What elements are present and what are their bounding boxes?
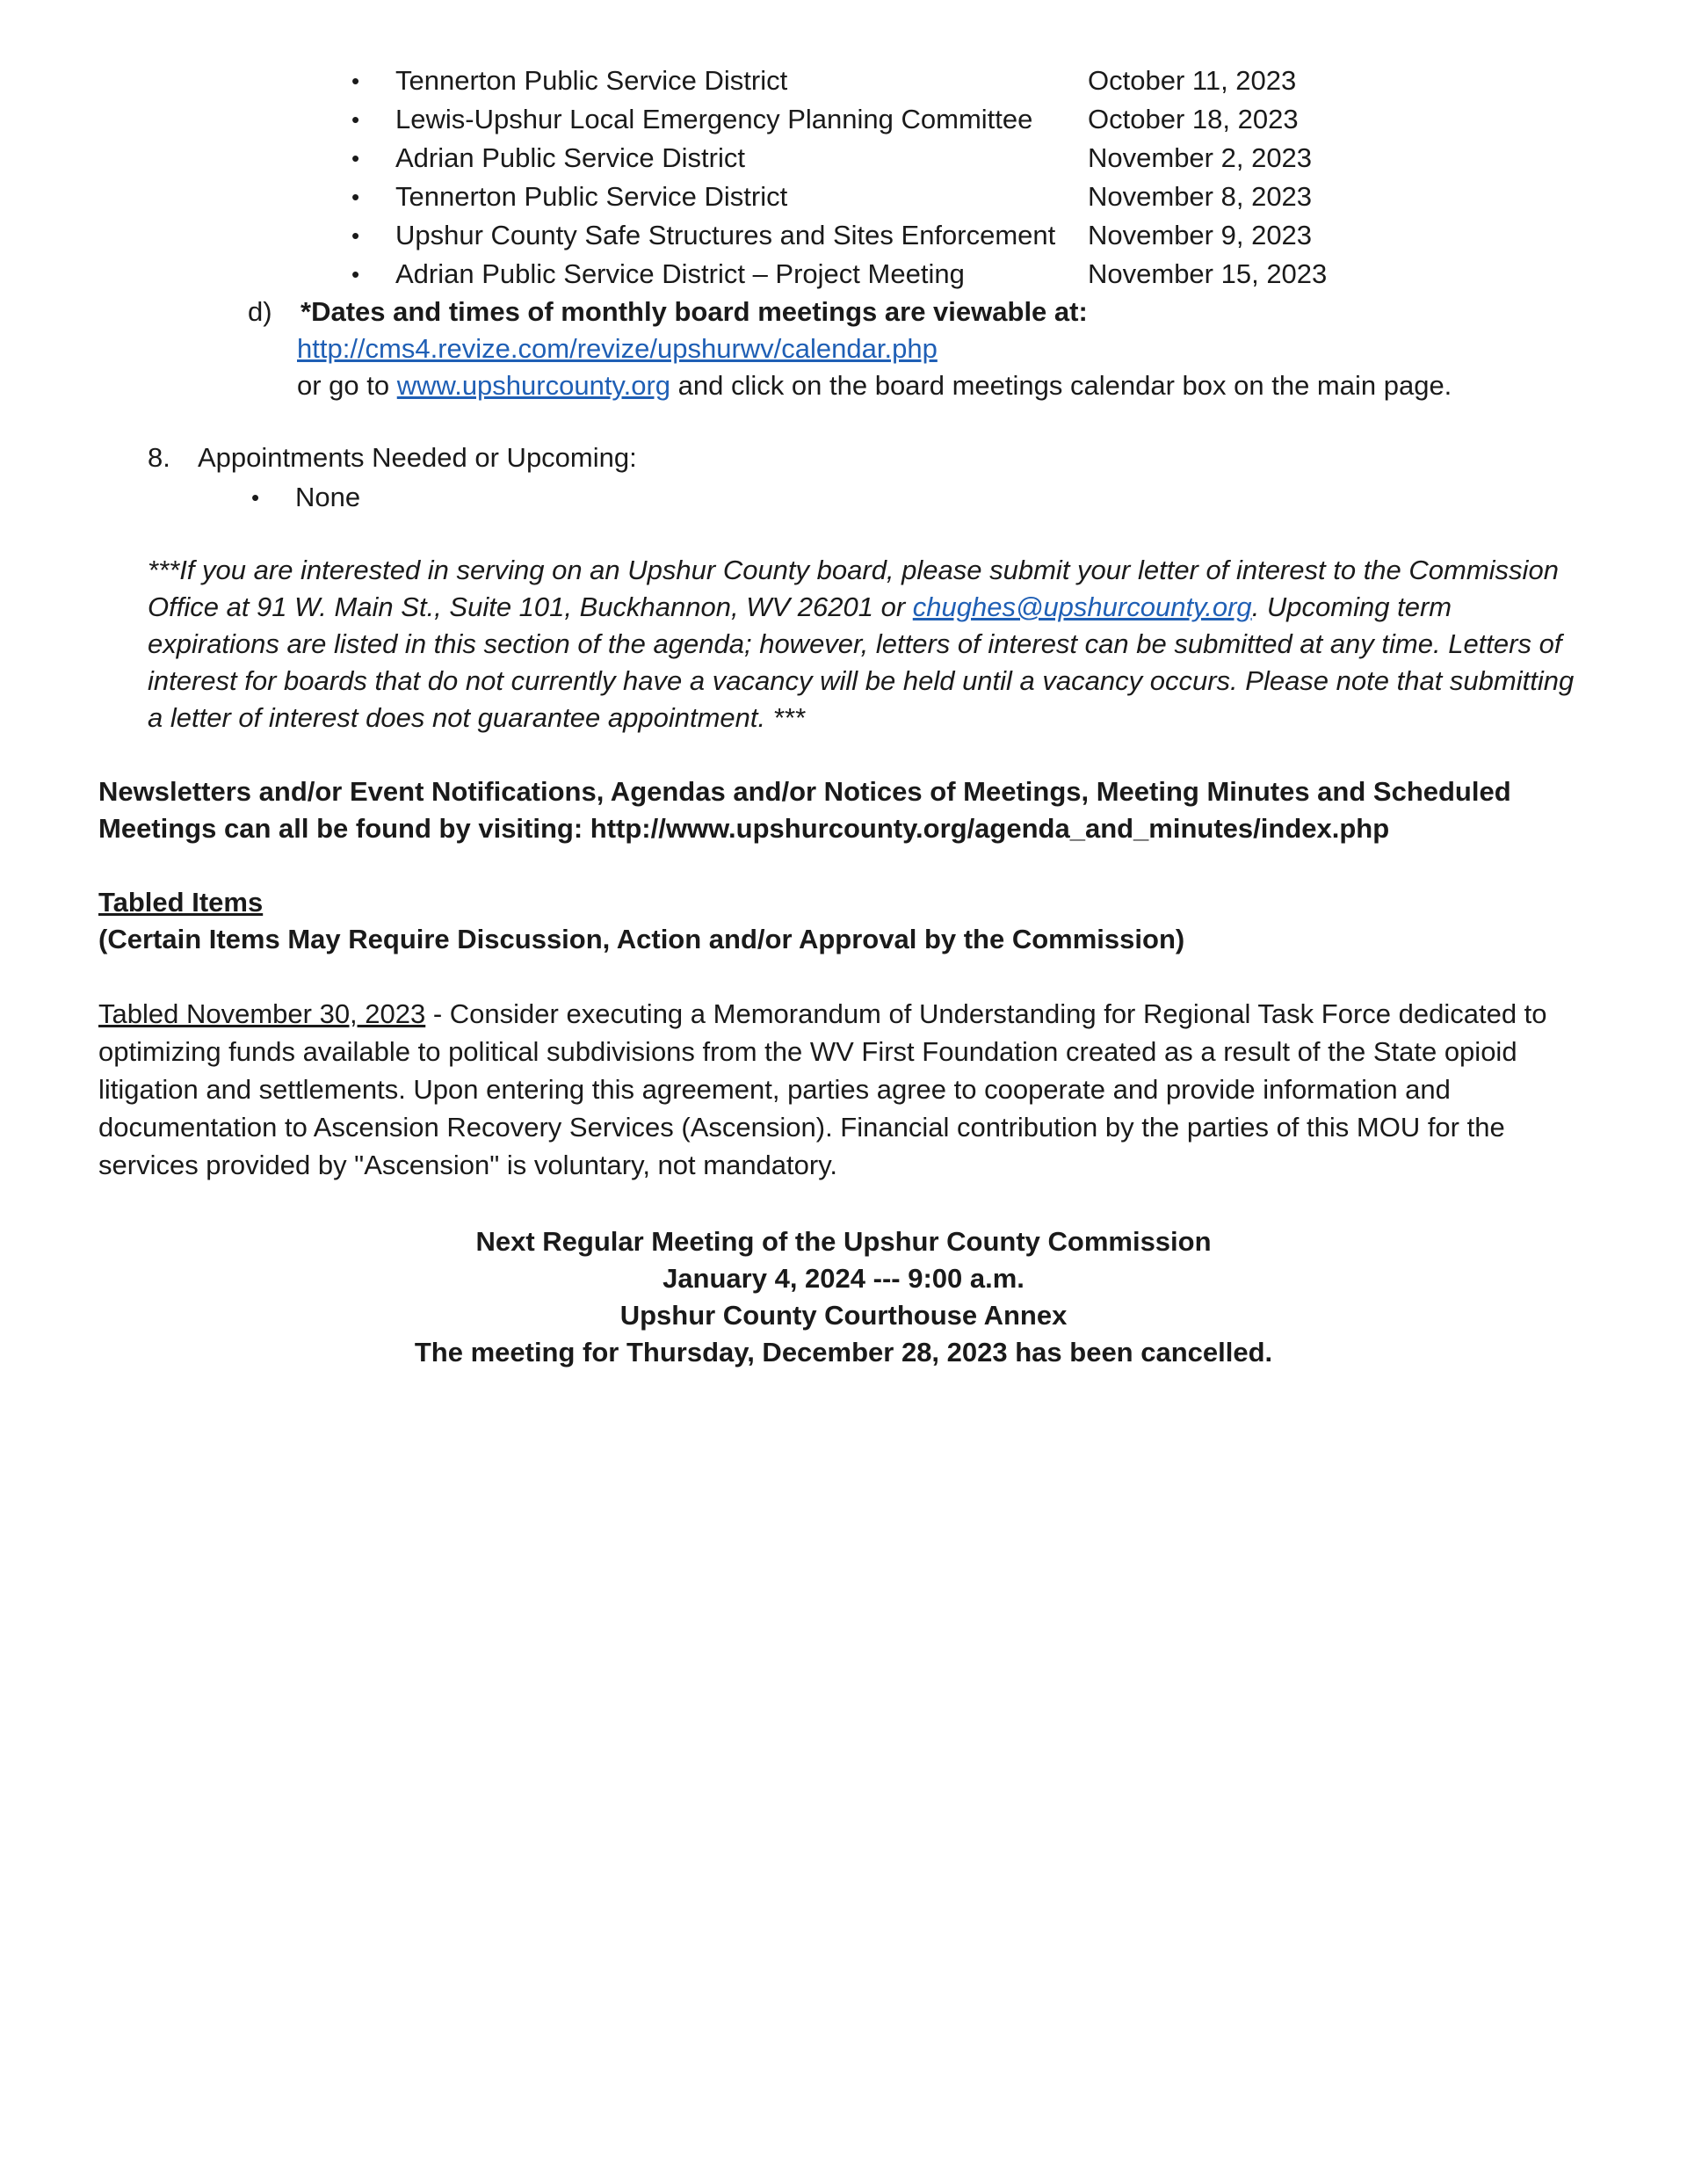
calendar-link[interactable]: http://cms4.revize.com/revize/upshurwv/calendar.php [297, 333, 938, 364]
meeting-date: November 15, 2023 [1088, 258, 1328, 289]
meeting-list-item [351, 100, 1406, 139]
appointment-item-text: None [295, 482, 361, 512]
meeting-name: Tennerton Public Service District [395, 65, 788, 96]
tabled-items-header [98, 884, 1184, 958]
tabled-item-date: Tabled November 30, 2023 [98, 998, 426, 1029]
meeting-name: Adrian Public Service District [395, 142, 745, 173]
meeting-date: October 18, 2023 [1088, 104, 1299, 134]
tabled-items-subheading: (Certain Items May Require Discussion, Action and/or Approval by the Commission) [98, 924, 1185, 954]
bullet-icon: • [351, 106, 360, 133]
meeting-name: Tennerton Public Service District [395, 181, 788, 212]
bullet-icon: • [351, 222, 360, 249]
bullet-icon: • [251, 484, 260, 511]
goto-prefix: or go to [297, 370, 397, 401]
meeting-date: October 11, 2023 [1088, 65, 1297, 96]
goto-line [297, 367, 1452, 404]
meeting-list-item [351, 178, 1406, 216]
newsletter-paragraph: Newsletters and/or Event Notifications, Agendas and/or Notices of Meetings, Meeting Minutes and Scheduled Meetings can all be found by visiting: http://www.upshurcounty.org/agenda_and_minutes/index.php [98, 776, 1511, 844]
next-meeting-title: Next Regular Meeting of the Upshur County Commission [475, 1226, 1212, 1257]
meeting-name: Adrian Public Service District – Project Meeting [395, 258, 965, 289]
board-interest-notice [148, 552, 1589, 736]
scheduled-meetings-list [351, 62, 1406, 294]
meeting-date: November 9, 2023 [1088, 220, 1313, 250]
next-meeting-block [0, 1223, 1687, 1371]
email-link[interactable]: chughes@upshurcounty.org [912, 591, 1252, 622]
meeting-list-item [351, 62, 1406, 100]
calendar-url-line [297, 330, 938, 367]
meeting-list-item [351, 216, 1406, 255]
goto-suffix: and click on the board meetings calendar box on the main page. [670, 370, 1452, 401]
cancellation-notice: The meeting for Thursday, December 28, 2023 has been cancelled. [414, 1337, 1273, 1368]
bullet-icon: • [351, 145, 360, 171]
meeting-name: Upshur County Safe Structures and Sites Enforcement [395, 220, 1056, 250]
notice-text-2: . Upcoming term expirations are listed in this section of the agenda; however, letters of interest can be submitted at any time. Letters of interest for boards that do not currently have a vacancy will be held until a vacancy occurs. Please note that submitting a letter of interest does not guarantee appointment. *** [148, 591, 1575, 733]
meeting-name: Lewis-Upshur Local Emergency Planning Committee [395, 104, 1033, 134]
meeting-list-item [351, 255, 1406, 294]
next-meeting-location: Upshur County Courthouse Annex [619, 1300, 1068, 1331]
board-meetings-title: *Dates and times of monthly board meetings are viewable at: [300, 296, 1088, 327]
list-label: d) [248, 296, 272, 327]
site-link[interactable]: www.upshurcounty.org [396, 370, 671, 401]
next-meeting-datetime: January 4, 2024 --- 9:00 a.m. [662, 1263, 1025, 1294]
tabled-item-paragraph [98, 995, 1592, 1184]
notice-text-1: ***If you are interested in serving on an Upshur County board, please submit your letter of interest to the Commission Office at 91 W. Main St., Suite 101, Buckhannon, WV 26201 or [148, 555, 1559, 622]
bullet-icon: • [351, 184, 360, 210]
meeting-list-item [351, 139, 1406, 178]
appointments-title: Appointments Needed or Upcoming: [198, 442, 637, 473]
meeting-date: November 2, 2023 [1088, 142, 1313, 173]
tabled-item-text: - Consider executing a Memorandum of Understanding for Regional Task Force dedicated to optimizing funds available to political subdivisions from the WV First Foundation created as a result of the State opioid litigation and settlements. Upon entering this agreement, parties agree to cooperate and provide information and documentation to Ascension Recovery Services (Ascension). Financial contribution by the parties of this MOU for the services provided by "Ascension" is voluntary, not mandatory. [98, 998, 1547, 1180]
tabled-items-heading: Tabled Items [98, 887, 264, 918]
section-number: 8. [148, 442, 170, 473]
meeting-date: November 8, 2023 [1088, 181, 1313, 212]
bullet-icon: • [351, 261, 360, 287]
bullet-icon: • [351, 68, 360, 94]
